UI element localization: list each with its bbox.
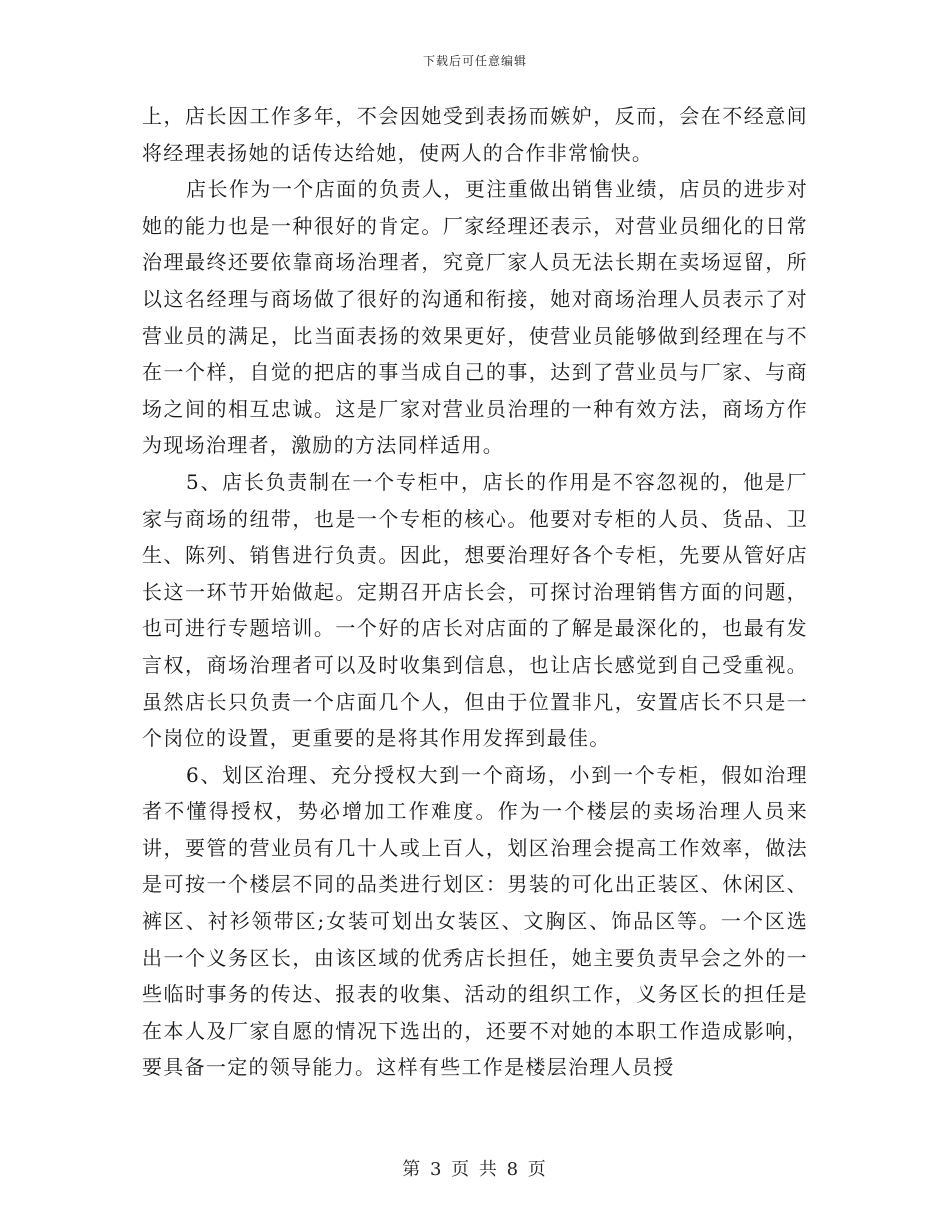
paragraph-section-6: 6、划区治理、充分授权大到一个商场，小到一个专柜，假如治理者不懂得授权，势必增加工作难度。作为一个楼层的卖场治理人员来讲，要管的营业员有几十人或上百人，划区治理会提高工作效率，做法是可按一个楼层不同的品类进行划区：男装的可化出正装区、休闲区、裤区、衬衫领带区;女装可划出女装区、文胸区、饰品区等。一个区选出一个义务区长，由该区域的优秀店长担任，她主要负责早会之外的一些临时事务的传达、报表的收集、活动的组织工作，义务区长的担任是在本人及厂家自愿的情况下选出的，还要不对她的本职工作造成影响，要具备一定的领导能力。这样有些工作是楼层治理人员授 xyxy=(142,762,808,1080)
paragraph-section-5: 5、店长负责制在一个专柜中，店长的作用是不容忽视的，他是厂家与商场的纽带，也是一个专柜的核心。他要对专柜的人员、货品、卫生、陈列、销售进行负责。因此，想要治理好各个专柜，先要从管好店长这一环节开始做起。定期召开店长会，可探讨治理销售方面的问题，也可进行专题培训。一个好的店长对店面的了解是最深化的，也最有发言权，商场治理者可以及时收集到信息，也让店长感觉到自己受重视。虽然店长只负责一个店面几个人，但由于位置非凡，安置店长不只是一个岗位的设置，更重要的是将其作用发挥到最佳。 xyxy=(142,469,808,751)
page-number-footer: 第 3 页 共 8 页 xyxy=(402,1159,548,1180)
page-header: 下载后可任意编辑 xyxy=(422,54,527,68)
document-body xyxy=(142,98,808,1086)
paragraph-store-manager-role: 店长作为一个店面的负责人，更注重做出销售业绩，店员的进步对她的能力也是一种很好的肯定。厂家经理还表示，对营业员细化的日常治理最终还要依靠商场治理者，究竟厂家人员无法长期在卖场逗留，所以这名经理与商场做了很好的沟通和衔接，她对商场治理人员表示了对营业员的满足，比当面表扬的效果更好，使营业员能够做到经理在与不在一个样，自觉的把店的事当成自己的事，达到了营业员与厂家、与商场之间的相互忠诚。这是厂家对营业员治理的一种有效方法，商场方作为现场治理者，激励的方法同样适用。 xyxy=(142,177,808,458)
paragraph-continuation: 上，店长因工作多年，不会因她受到表扬而嫉妒，反而，会在不经意间将经理表扬她的话传达给她，使两人的合作非常愉快。 xyxy=(142,104,808,165)
